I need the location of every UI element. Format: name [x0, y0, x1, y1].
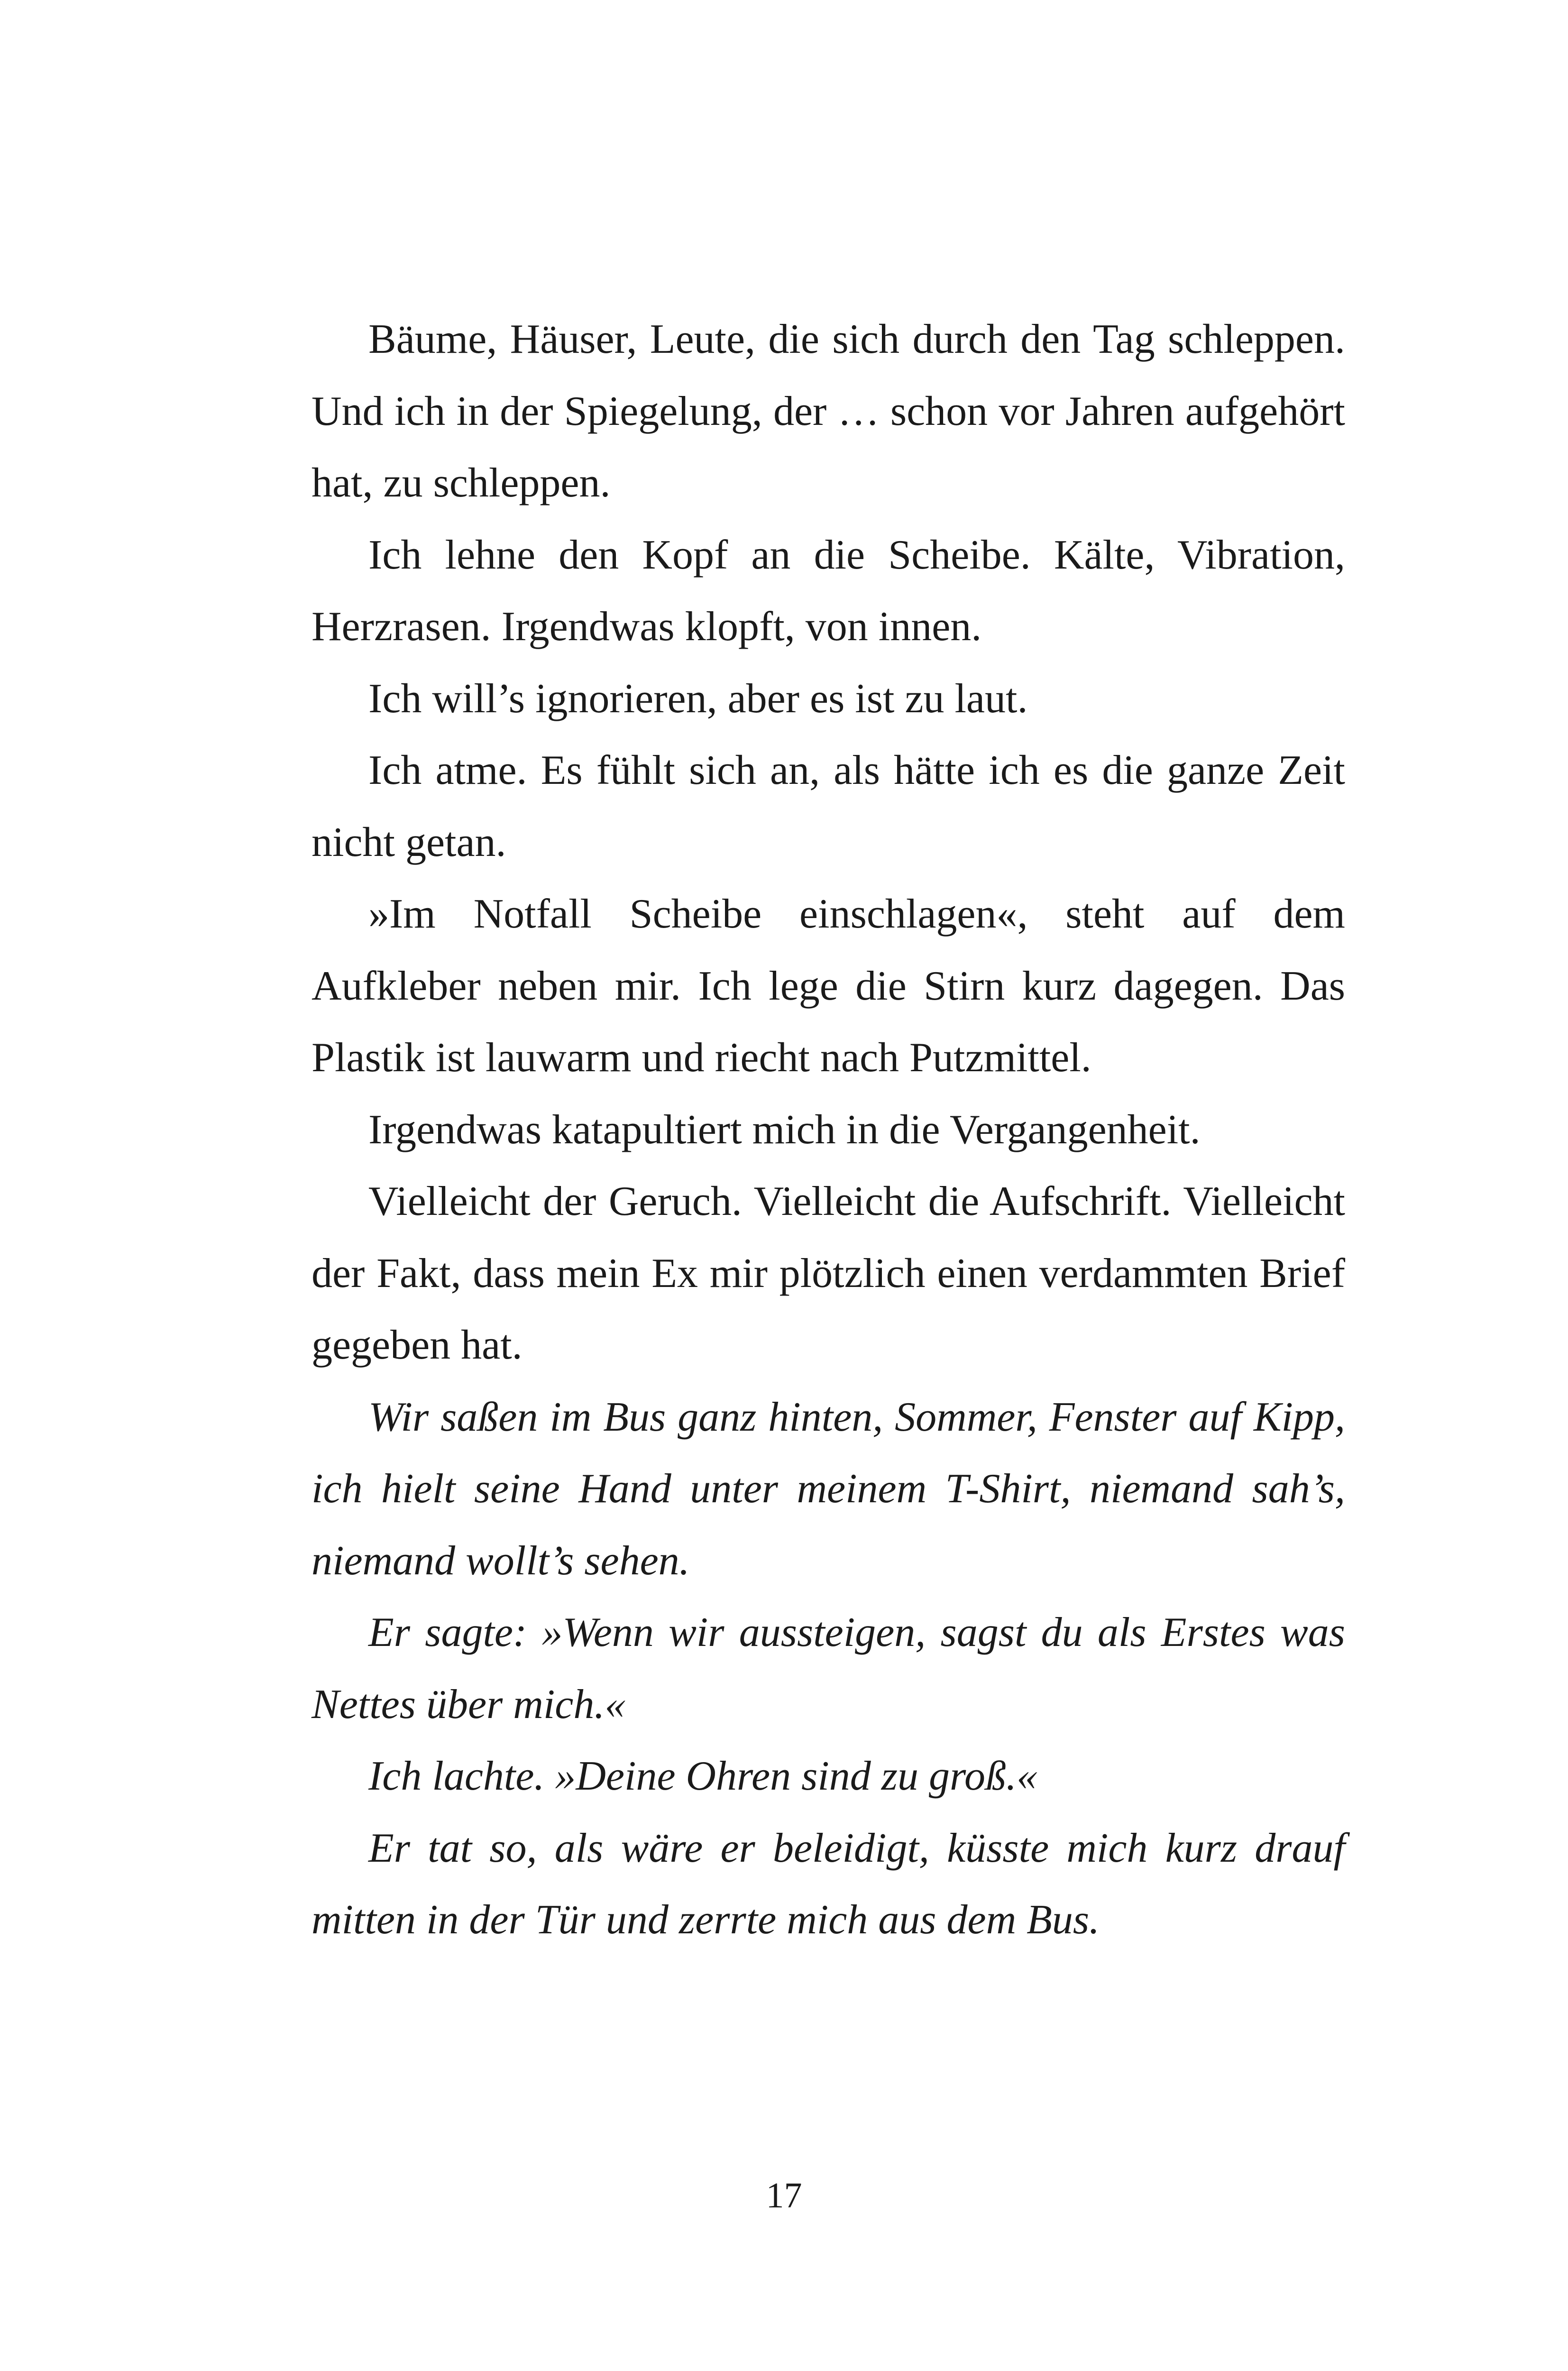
paragraph-7: Vielleicht der Geruch. Vielleicht die Aufschrift. Vielleicht der Fakt, dass mein Ex mir plötzlich einen verdammten Brief gegeben hat. — [312, 1178, 1345, 1368]
flashback-paragraph-3: Ich lachte. »Deine Ohren sind zu groß.« — [368, 1753, 1038, 1799]
body-text — [312, 303, 1345, 1956]
flashback-paragraph-2: Er sagte: »Wenn wir aussteigen, sagst du als Erstes was Nettes über mich.« — [312, 1609, 1345, 1728]
paragraph-3: Ich will’s ignorieren, aber es ist zu laut. — [368, 675, 1028, 722]
paragraph-2: Ich lehne den Kopf an die Scheibe. Kälte, Vibration, Herzrasen. Irgendwas klopft, von innen. — [312, 532, 1345, 650]
flashback-paragraph-4: Er tat so, als wäre er beleidigt, küsste mich kurz drauf mitten in der Tür und zerrte mich aus dem Bus. — [312, 1825, 1345, 1943]
flashback-paragraph-1: Wir saßen im Bus ganz hinten, Sommer, Fenster auf Kipp, ich hielt seine Hand unter meinem T-Shirt, niemand sah’s, niemand wollt’s sehen. — [312, 1394, 1345, 1584]
paragraph-1: Bäume, Häuser, Leute, die sich durch den Tag schleppen. Und ich in der Spiegelung, der … schon vor Jahren aufgehört hat, zu schleppen. — [312, 316, 1345, 506]
paragraph-6: Irgendwas katapultiert mich in die Vergangenheit. — [368, 1106, 1201, 1153]
paragraph-5: »Im Notfall Scheibe einschlagen«, steht auf dem Aufkleber neben mir. Ich lege die Stirn kurz dagegen. Das Plastik ist lauwarm und riecht nach Putzmittel. — [312, 891, 1345, 1081]
page-number: 17 — [766, 2176, 802, 2215]
paragraph-4: Ich atme. Es fühlt sich an, als hätte ich es die ganze Zeit nicht getan. — [312, 747, 1345, 865]
